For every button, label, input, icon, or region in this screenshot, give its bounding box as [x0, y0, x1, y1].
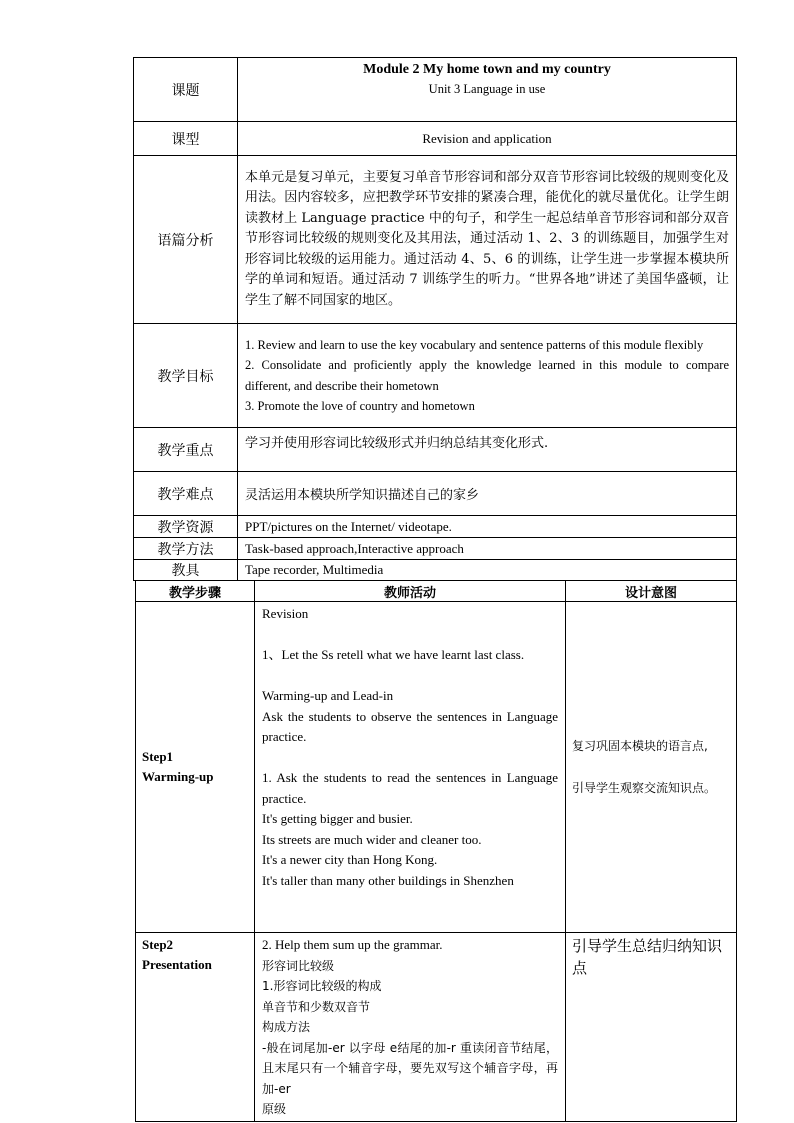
- activity-line: 2. Help them sum up the grammar.: [262, 937, 443, 952]
- key-value: 学习并使用形容词比较级形式并归纳总结其变化形式.: [238, 428, 737, 472]
- activity-line: 1、Let the Ss retell what we have learnt last class.: [262, 647, 525, 662]
- step2-number: Step2: [142, 937, 174, 952]
- header-teacher-activity: 教师活动: [255, 581, 566, 602]
- step1-name: [136, 602, 255, 933]
- spacer: [262, 748, 558, 769]
- difficulty-value: 灵活运用本模块所学知识描述自己的家乡: [238, 472, 737, 516]
- step2-design: 引导学生总结归纳知识点: [566, 933, 737, 1122]
- step1-design: [566, 602, 737, 933]
- header-design-intent: 设计意图: [566, 581, 737, 602]
- row-resources: [134, 516, 737, 538]
- row-goals: [134, 324, 737, 428]
- activity-line: -般在词尾加-er 以字母 e结尾的加-r 重读闭音节结尾，且末尾只有一个辅音字母，要先双写这个辅音字母，再加-er: [262, 1040, 558, 1096]
- activity-line: 形容词比较级: [262, 958, 335, 973]
- steps-header-row: [136, 581, 737, 602]
- goals-label: 教学目标: [134, 324, 238, 428]
- header-steps: 教学步骤: [136, 581, 255, 602]
- design-line: 复习巩固本模块的语言点,: [572, 739, 708, 753]
- lesson-info-table: [133, 57, 737, 581]
- design-line: 引导学生观察交流知识点。: [572, 781, 717, 795]
- goal-item: 1. Review and learn to use the key vocabulary and sentence patterns of this module flexibly: [245, 337, 704, 352]
- activity-line: Warming-up and Lead-in: [262, 688, 394, 703]
- step2-title: Presentation: [142, 957, 212, 972]
- analysis-label: 语篇分析: [134, 156, 238, 324]
- step1-activity: [255, 602, 566, 933]
- activity-line: 单音节和少数双音节: [262, 999, 371, 1014]
- step2-name: [136, 933, 255, 1122]
- teaching-steps-table: [135, 580, 737, 1122]
- key-label: 教学重点: [134, 428, 238, 472]
- row-analysis: [134, 156, 737, 324]
- activity-line: 1. Ask the students to read the sentences in Language practice.: [262, 770, 558, 806]
- aids-label: 教具: [134, 560, 238, 581]
- goals-list: [238, 324, 737, 428]
- activity-line: Ask the students to observe the sentences in Language practice.: [262, 708, 558, 744]
- type-label: 课型: [134, 122, 238, 156]
- activity-line: It's a newer city than Hong Kong.: [262, 852, 438, 867]
- spacer: [572, 757, 736, 777]
- topic-value: [238, 58, 737, 122]
- aids-value: Tape recorder, Multimedia: [238, 560, 737, 581]
- step2-row: [136, 933, 737, 1122]
- type-value: Revision and application: [238, 122, 737, 156]
- goal-item: 3. Promote the love of country and hometown: [245, 399, 475, 413]
- row-difficulty: [134, 472, 737, 516]
- row-key-point: [134, 428, 737, 472]
- row-topic: [134, 58, 737, 122]
- resources-label: 教学资源: [134, 516, 238, 538]
- unit-title: Unit 3 Language in use: [428, 82, 546, 96]
- spacer: [262, 666, 558, 687]
- goal-item: 2. Consolidate and proficiently apply the knowledge learned in this module to compare different, and describe their hometown: [245, 358, 729, 393]
- activity-line: Its streets are much wider and cleaner too.: [262, 831, 482, 847]
- topic-label: 课题: [134, 58, 238, 122]
- activity-line: It's getting bigger and busier.: [262, 811, 413, 826]
- module-title: Module 2 My home town and my country: [363, 62, 611, 77]
- step1-title: Warming-up: [142, 769, 214, 784]
- activity-line: It's taller than many other buildings in Shenzhen: [262, 872, 514, 888]
- step1-number: Step1: [142, 749, 174, 764]
- row-method: [134, 538, 737, 560]
- activity-line: 构成方法: [262, 1020, 311, 1034]
- difficulty-label: 教学难点: [134, 472, 238, 516]
- activity-line: 1.形容词比较级的构成: [262, 979, 382, 993]
- analysis-text: 本单元是复习单元，主要复习单音节形容词和部分双音节形容词比较级的规则变化及用法。因内容较多，应把教学环节安排的紧凑合理，能优化的就尽量优化。让学生朗读教材上 Language practice 中的句子，和学生一起总结单音节形容词和部分双音节形容词比较级的规则变化及其用法，通过活动 1、2、3 的训练题目，加强学生对形容词比较级的运用能力。通过活动 4、5、6 的训练，让学生进一步掌握本模块所学的单词和短语。通过活动 7 训练学生的听力。“世界各地”讲述了美国华盛顿，让学生了解不同国家的地区。: [238, 156, 737, 324]
- resources-value: PPT/pictures on the Internet/ videotape.: [238, 516, 737, 538]
- method-label: 教学方法: [134, 538, 238, 560]
- method-value: Task-based approach,Interactive approach: [238, 538, 737, 560]
- step1-row: [136, 602, 737, 933]
- activity-line: 原级: [262, 1102, 287, 1116]
- step2-activity: [255, 933, 566, 1122]
- row-aids: [134, 560, 737, 581]
- row-type: [134, 122, 737, 156]
- activity-line: Revision: [262, 606, 309, 621]
- spacer: [262, 625, 558, 646]
